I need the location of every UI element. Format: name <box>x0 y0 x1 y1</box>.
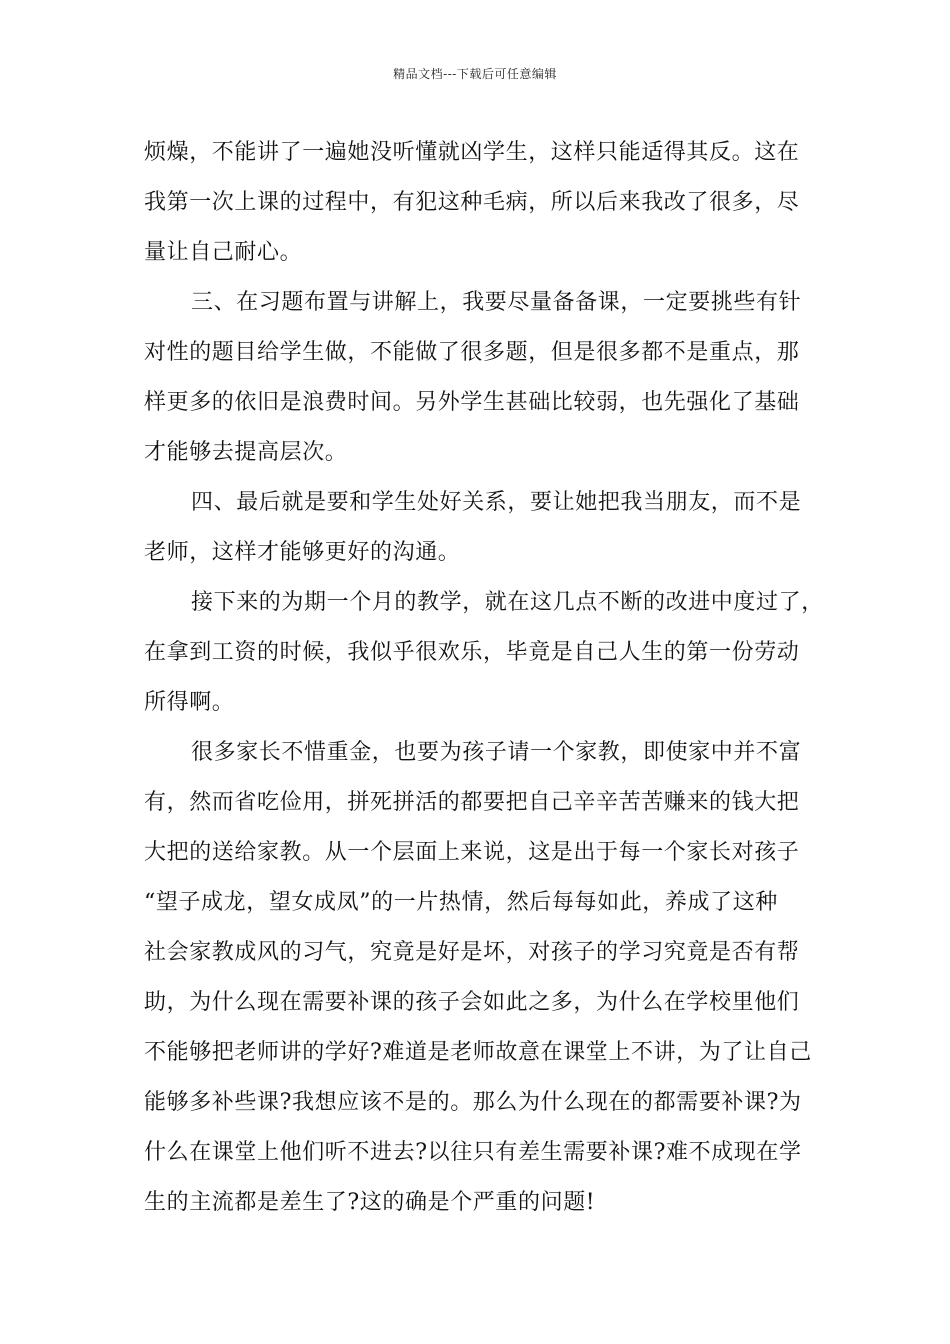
text-line: 助，为什么现在需要补课的孩子会如此之多，为什么在学校里他们 <box>144 990 800 1015</box>
text-line: 在拿到工资的时候，我似乎很欢乐，毕竟是自己人生的第一份劳动 <box>144 640 800 665</box>
paragraph <box>144 728 816 1228</box>
text-line: 老师，这样才能够更好的沟通。 <box>144 540 461 565</box>
text-line: 四、最后就是要和学生处好关系，要让她把我当朋友，而不是 <box>191 490 802 515</box>
text-line: 三、在习题布置与讲解上，我要尽量备备课，一定要挑些有针 <box>191 290 802 315</box>
text-line: 对性的题目给学生做，不能做了很多题，但是很多都不是重点，那 <box>144 340 800 365</box>
text-line: 我第一次上课的过程中，有犯这种毛病，所以后来我改了很多，尽 <box>144 190 800 215</box>
paragraph <box>144 578 824 728</box>
text-line: 才能够去提高层次。 <box>144 440 348 465</box>
paragraph <box>144 278 816 478</box>
text-line: 量让自己耐心。 <box>144 240 303 265</box>
text-line: 接下来的为期一个月的教学，就在这几点不断的改进中度过了， <box>191 590 824 615</box>
text-line: 烦燥，不能讲了一遍她没听懂就凶学生，这样只能适得其反。这在 <box>144 140 800 165</box>
text-line: 生的主流都是差生了?这的确是个严重的问题! <box>144 1190 596 1215</box>
text-line: 不能够把老师讲的学好?难道是老师故意在课堂上不讲，为了让自己 <box>144 1040 812 1065</box>
text-line: 社会家教成风的习气，究竟是好是坏，对孩子的学习究竟是否有帮 <box>144 940 800 965</box>
paragraph <box>144 478 816 578</box>
text-line: 能够多补些课?我想应该不是的。那么为什么现在的都需要补课?为 <box>144 1090 802 1115</box>
page-header: 精品文档---下载后可任意编辑 <box>393 67 557 81</box>
text-line: 有，然而省吃俭用，拼死拼活的都要把自己辛辛苦苦赚来的钱大把 <box>144 790 800 815</box>
text-line: “望子成龙，望女成凤”的一片热情，然后每每如此，养成了这种 <box>144 890 778 915</box>
document-body <box>144 128 824 1228</box>
paragraph <box>144 128 816 278</box>
text-line: 什么在课堂上他们听不进去?以往只有差生需要补课?难不成现在学 <box>144 1140 802 1165</box>
text-line: 所得啊。 <box>144 690 235 715</box>
text-line: 样更多的依旧是浪费时间。另外学生甚础比较弱，也先强化了基础 <box>144 390 800 415</box>
text-line: 大把的送给家教。从一个层面上来说，这是出于每一个家长对孩子 <box>144 840 800 865</box>
text-line: 很多家长不惜重金，也要为孩子请一个家教，即使家中并不富 <box>191 740 802 765</box>
